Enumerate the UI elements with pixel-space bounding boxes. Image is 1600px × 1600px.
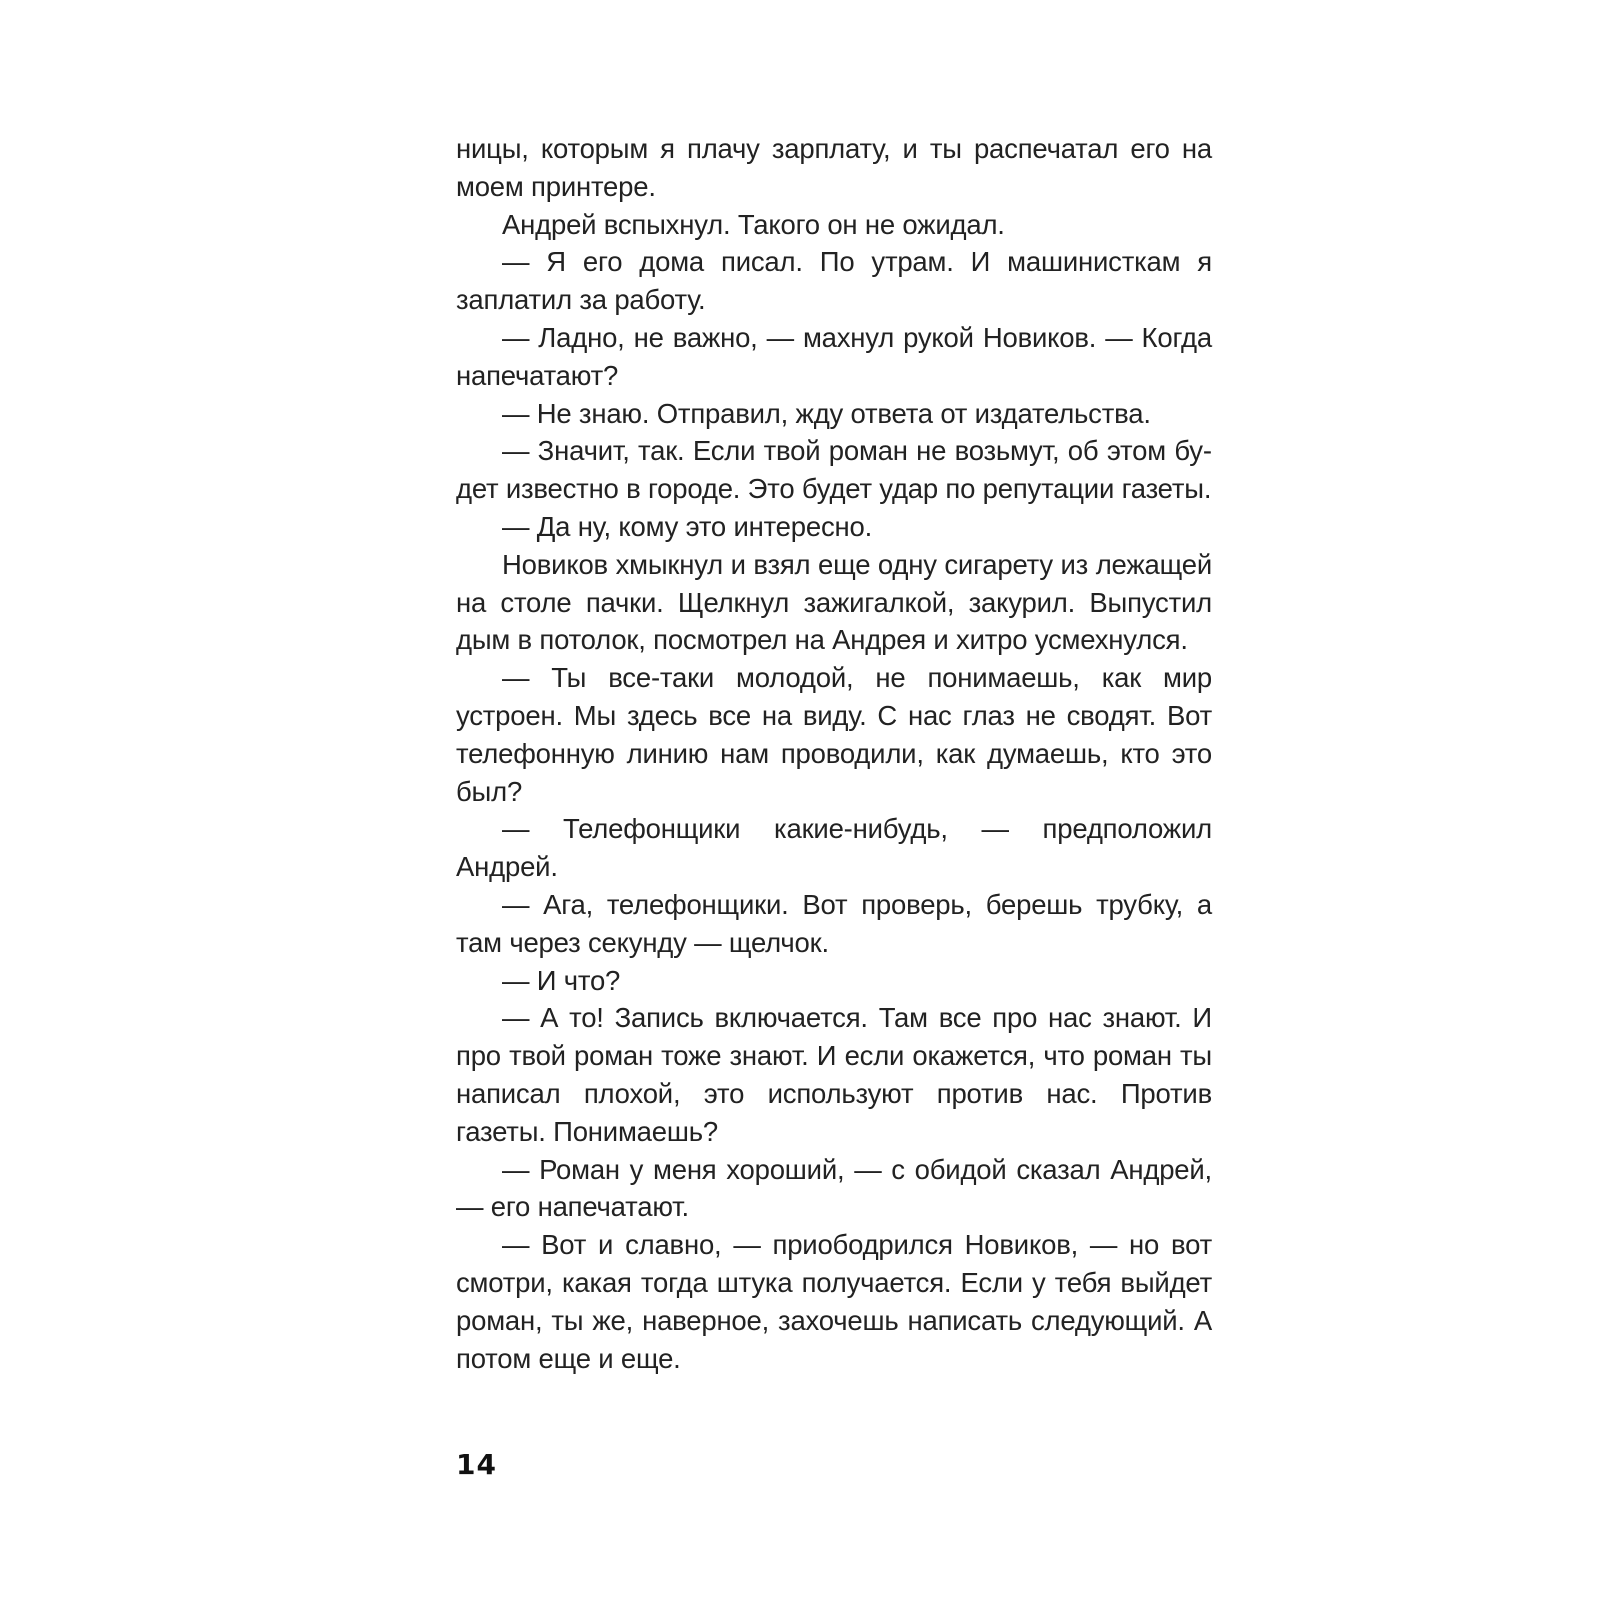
paragraph: — Ладно, не важно, — махнул рукой Новиков. — Когда напечатают? [456, 321, 1212, 391]
paragraph: — Не знаю. Отправил, жду ответа от издательства. [502, 397, 1151, 429]
paragraph: Андрей вспыхнул. Такого он не ожидал. [502, 208, 1005, 240]
body-text [456, 130, 1212, 1377]
paragraph: — И что? [502, 964, 621, 996]
paragraph: — Телефонщики какие-нибудь, — предположил Андрей. [456, 813, 1212, 883]
paragraph: Новиков хмыкнул и взял еще одну сигарету из лежащей на столе пачки. Щелкнул зажигалкой, закурил. Выпустил дым в потолок, посмотрел на Андрея и хитро усмехнулся. [456, 548, 1212, 656]
paragraph: — А то! Запись включается. Там все про нас знают. И про твой роман тоже знают. И если окажется, что роман ты написал плохой, это используют против нас. Против газеты. Понимаешь? [456, 1002, 1212, 1147]
paragraph: — Роман у меня хороший, — с обидой сказал Андрей, — его напечатают. [456, 1153, 1212, 1223]
paragraph: — Я его дома писал. По утрам. И машинисткам я заплатил за работу. [456, 246, 1212, 316]
page-number: 14 [456, 1448, 497, 1481]
paragraph: — Ты все-таки молодой, не понимаешь, как мир устроен. Мы здесь все на виду. С нас глаз не сводят. Вот телефонную линию нам проводили, как думаешь, кто это был? [456, 662, 1212, 807]
paragraph: — Ага, телефонщики. Вот проверь, берешь трубку, а там через секунду — щелчок. [456, 888, 1212, 958]
paragraph: — Вот и славно, — приободрился Новиков, — но вот смотри, какая тогда штука получается. Если у тебя выйдет роман, ты же, наверное, захочешь написать следующий. А потом еще и еще. [456, 1229, 1212, 1374]
paragraph: — Да ну, кому это интересно. [502, 510, 873, 542]
paragraph: ницы, которым я плачу зарплату, и ты распечатал его на моем принтере. [456, 133, 1212, 202]
paragraph: — Значит, так. Если твой роман не возьмут, об этом будет известно в городе. Это будет удар по репутации газеты. [456, 435, 1212, 505]
